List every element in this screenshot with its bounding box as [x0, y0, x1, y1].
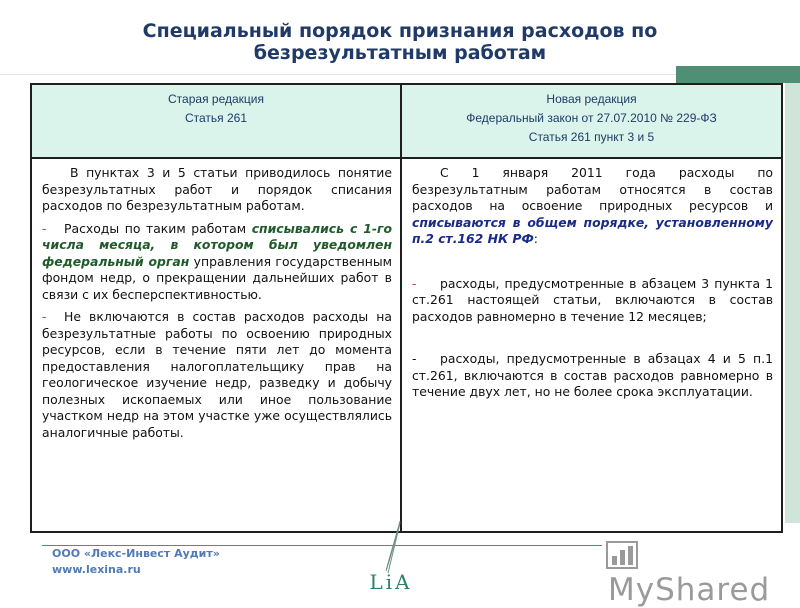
dash-bullet: - — [412, 351, 417, 366]
dash-bullet: - — [42, 309, 47, 324]
slide-title-line-1: Специальный порядок признания расходов по — [142, 20, 658, 42]
comparison-table — [30, 83, 783, 533]
new-edition-text — [401, 158, 782, 532]
logo-text: LiA — [369, 570, 413, 594]
old-edition-article: Статья 261 — [184, 111, 248, 125]
new-edition-header — [401, 84, 782, 158]
new-paragraph-2: - расходы, предусмотренные в абзацем 3 пункта 1 ст.261 настоящей статьи, включаются в состав расходов равномерно в течение 12 месяцев; — [412, 275, 773, 324]
decorative-side-bar — [785, 83, 800, 523]
footer-company: ООО «Лекс-Инвест Аудит» — [52, 547, 220, 560]
table-header-row — [31, 84, 782, 158]
footer-website[interactable]: www.lexina.ru — [52, 563, 141, 576]
old-emphasis: списывались с 1-го числа месяца, в котором был уведомлен федеральный орган — [42, 220, 392, 269]
new-edition-label: Новая редакция — [546, 92, 637, 106]
dash-bullet: - — [42, 220, 47, 236]
new-edition-article: Статья 261 пункт 3 и 5 — [528, 130, 655, 144]
footer — [52, 546, 220, 578]
lia-logo — [356, 515, 426, 595]
watermark: MyShared — [608, 572, 771, 608]
old-edition-header — [31, 84, 401, 158]
new-edition-law: Федеральный закон от 27.07.2010 № 229-ФЗ — [466, 111, 717, 125]
old-edition-text — [31, 158, 401, 532]
old-paragraph-3: - Не включаются в состав расходов расходы на безрезультатные работы по освоению природных ресурсов, если в течение пяти лет до момента предоставления налогоплательщику прав на геологическое изучение недр, разведку и добычу полезных ископаемых или иное пользование участком недр на этом участке уже осуществлялись аналогичные работы. — [42, 309, 392, 440]
feather-icon — [386, 521, 400, 571]
old-edition-label: Старая редакция — [168, 92, 264, 106]
table-body-row — [31, 158, 782, 532]
old-paragraph-2: - Расходы по таким работам списывались с 1-го числа месяца, в котором был уведомлен федеральный орган управления государственным фондом недр, о прекращении дальнейших работ в связи с их бесперспективностью. — [42, 220, 392, 302]
decorative-green-block — [676, 66, 800, 83]
new-paragraph-3: - расходы, предусмотренные в абзацах 4 и 5 п.1 ст.261, включаются в состав расходов равномерно в течение двух лет, но не более срока эксплуатации. — [412, 351, 773, 399]
dash-bullet: - — [412, 275, 417, 291]
slide-title-line-2: безрезультатным работам — [253, 42, 547, 64]
new-emphasis: списываются в общем порядке, установленному п.2 ст.162 НК РФ — [412, 214, 773, 246]
new-paragraph-1: С 1 января 2011 года расходы по безрезультатным работам относятся в состав расходов на освоение природных ресурсов и списываются в общем порядке, установленному п.2 ст.162 НК РФ: — [412, 165, 773, 246]
slide-title — [60, 20, 740, 64]
old-paragraph-1: В пунктах 3 и 5 статьи приводилось понятие безрезультатных работ и порядок списания расходов по безрезультатным работам. — [42, 165, 392, 213]
